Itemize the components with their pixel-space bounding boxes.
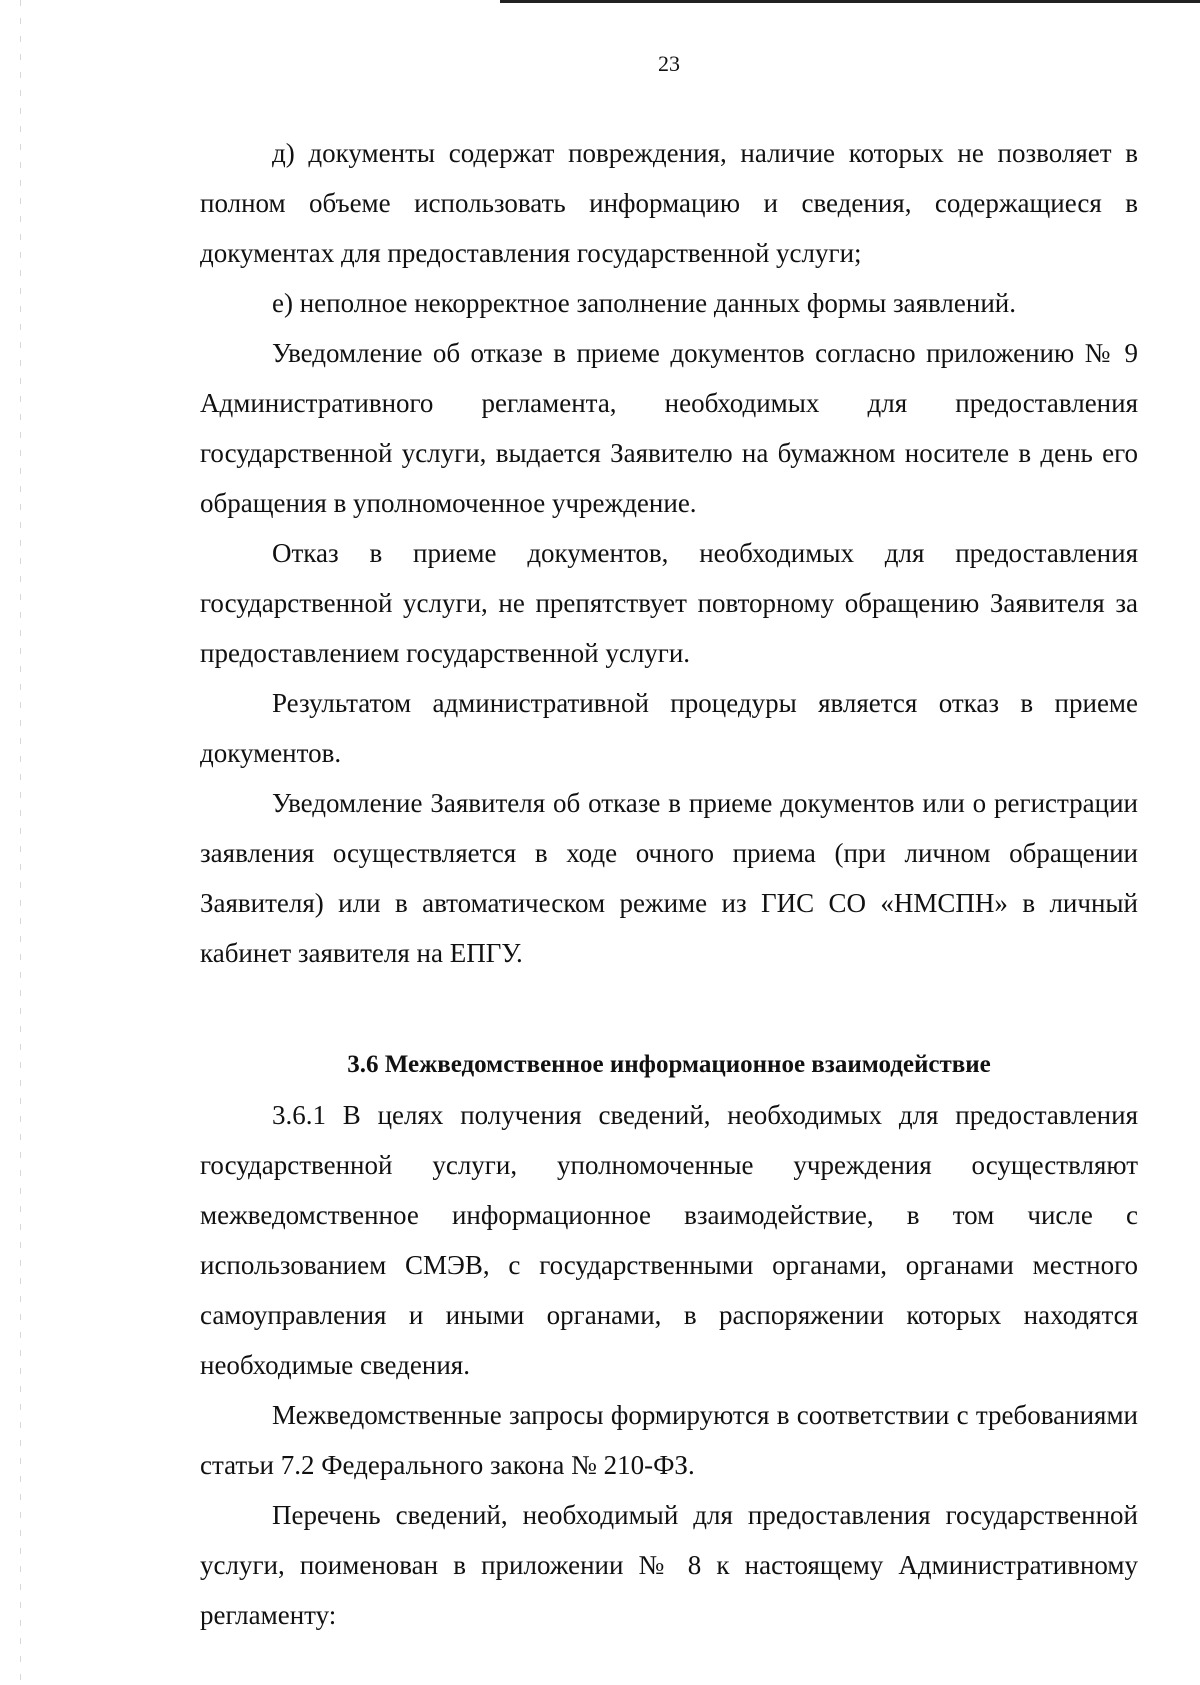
section-heading: 3.6 Межведомственное информационное взаимодействие	[347, 1051, 991, 1078]
scan-top-border	[500, 0, 1200, 3]
paragraph-interagency-requests: Межведомственные запросы формируются в соответствии с требованиями статьи 7.2 Федерального закона № 210-ФЗ.	[200, 1400, 1138, 1480]
paragraph-procedure-result: Результатом административной процедуры является отказ в приеме документов.	[200, 688, 1138, 768]
page-number: 23	[658, 51, 680, 76]
paragraph-item-e: е) неполное некорректное заполнение данных формы заявлений.	[272, 288, 1016, 318]
paragraph-information-list: Перечень сведений, необходимый для предоставления государственной услуги, поименован в приложении № 8 к настоящему Административному регламенту:	[200, 1500, 1138, 1630]
paragraph-refusal-no-obstacle: Отказ в приеме документов, необходимых для предоставления государственной услуги, не препятствует повторному обращению Заявителя за предоставлением государственной услуги.	[200, 538, 1138, 668]
paragraph-interagency-3-6-1: 3.6.1 В целях получения сведений, необходимых для предоставления государственной услуги, уполномоченные учреждения осуществляют межведомственное информационное взаимодействие, в том числе с использованием СМЭВ, с государственными органами, органами местного самоуправления и иными органами, в распоряжении которых находятся необходимые сведения.	[200, 1100, 1138, 1380]
paragraph-refusal-notice: Уведомление об отказе в приеме документов согласно приложению № 9 Административного регламента, необходимых для предоставления государственной услуги, выдается Заявителю на бумажном носителе в день его обращения в уполномоченное учреждение.	[200, 338, 1138, 518]
document-body	[200, 128, 1138, 1640]
scan-left-edge	[20, 0, 21, 1685]
paragraph-item-d: д) документы содержат повреждения, наличие которых не позволяет в полном объеме использовать информацию и сведения, содержащиеся в документах для предоставления государственной услуги;	[200, 138, 1138, 268]
paragraph-applicant-notification: Уведомление Заявителя об отказе в приеме документов или о регистрации заявления осуществляется в ходе очного приема (при личном обращении Заявителя) или в автоматическом режиме из ГИС СО «НМСПН» в личный кабинет заявителя на ЕПГУ.	[200, 788, 1138, 968]
